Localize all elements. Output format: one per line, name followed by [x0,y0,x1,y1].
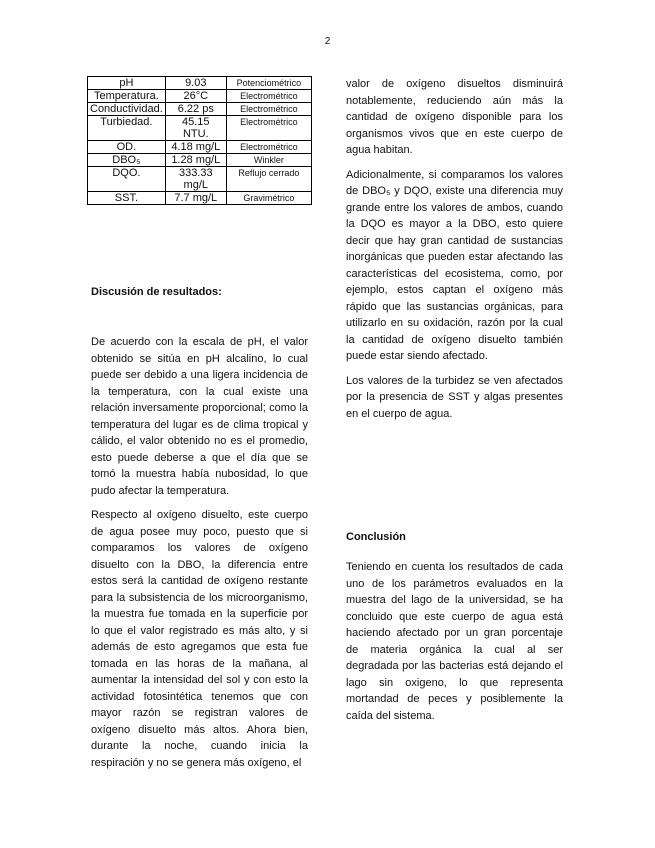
table-row [88,141,312,154]
page-number: 2 [324,36,331,47]
param-value: 333.33 mg/L [165,167,226,192]
param-method: Reflujo cerrado [226,167,311,192]
param-method: Winkler [226,154,311,167]
left-column [91,334,308,779]
parameters-table [87,76,312,205]
discussion-paragraph-oxygen-cont: valor de oxígeno disueltos disminuirá notablemente, reduciendo aún más la cantidad de oxígeno disponible para los organismos vivos que en este cuerpo de agua habitan. [346,78,563,156]
param-method: Electrométrico [226,90,311,103]
table-row [88,154,312,167]
param-name: DBO₅ [88,154,166,167]
param-value: 9.03 [165,77,226,90]
table-row [88,167,312,192]
param-name: OD. [88,141,166,154]
conclusion-paragraph: Teniendo en cuenta los resultados de cada uno de los parámetros evaluados en la muestra del lago de la universidad, se ha concluido que este cuerpo de agua está haciendo afectado por un gran porcentaje de materia orgánica la cual al ser degradada por las bacterias está dejando el lago sin oxigeno, lo que representa mortandad de peces y posiblemente la caída del sistema. [346,561,563,722]
param-value: 6.22 ps [165,103,226,116]
discussion-paragraph-ph: De acuerdo con la escala de pH, el valor obtenido se sitúa en pH alcalino, lo cual puede ser debido a una ligera incidencia de la temperatura, con la cual existe una relación inversamente proporcional; como la temperatura del lugar es de clima tropical y cálido, el valor obtenido no es el promedio, esto puede deberse a que el día que se tomó la muestra había nubosidad, lo que pudo afectar la temperatura. [91,336,308,497]
discussion-heading: Discusión de resultados: [91,286,222,298]
param-method: Electrométrico [226,116,311,141]
right-column-top [346,76,563,430]
param-method: Electrométrico [226,103,311,116]
param-name: pH [88,77,166,90]
table-row [88,116,312,141]
param-name: Conductividad. [88,103,166,116]
param-value: 26°C [165,90,226,103]
param-name: DQO. [88,167,166,192]
param-name: Turbiedad. [88,116,166,141]
conclusion-column [346,559,563,732]
param-value: 4.18 mg/L [165,141,226,154]
discussion-paragraph-turbidity: Los valores de la turbidez se ven afectados por la presencia de SST y algas presentes en el cuerpo de agua. [346,374,563,420]
param-value: 45.15 NTU. [165,116,226,141]
discussion-paragraph-dbo-dqo: Adicionalmente, si comparamos los valores de DBO₅ y DQO, existe una diferencia muy grande entre los valores de ambos, cuando la DQO es mayor a la DBO, esto quiere decir que hay gran cantidad de sustancias inorgánicas que pueden estar afectando las características del ecosistema, como, por ejemplo, estos captan el oxígeno más rápido que las sustancias orgánicas, para utilizarlo en su oxidación, razón por la cual la cantidad de oxígeno disuelto también puede estar siendo afectado. [346,168,563,362]
table-row [88,90,312,103]
param-name: Temperatura. [88,90,166,103]
param-name: SST. [88,192,166,205]
param-value: 7.7 mg/L [165,192,226,205]
table-row [88,77,312,90]
conclusion-heading: Conclusión [346,531,406,543]
param-method: Potenciométrico [226,77,311,90]
param-method: Electrométrico [226,141,311,154]
table-row [88,192,312,205]
param-value: 1.28 mg/L [165,154,226,167]
discussion-paragraph-oxygen: Respecto al oxígeno disuelto, este cuerpo de agua posee muy poco, puesto que si comparamos los valores de oxígeno disuelto con la DBO, la diferencia entre estos será la cantidad de oxígeno restante para la subsistencia de los microorganismo, la muestra fue tomada en la superficie por lo que el valor registrado es más alto, y si además de esto agregamos que esta fue tomada en las horas de la mañana, al aumentar la intensidad del sol y con esto la actividad fotosintética tenemos que con mayor razón se registran valores de oxígeno disuelto más altos. Ahora bien, durante la noche, cuando inicia la respiración y no se genera más oxígeno, el [91,509,308,769]
table-row [88,103,312,116]
param-method: Gravimétrico [226,192,311,205]
